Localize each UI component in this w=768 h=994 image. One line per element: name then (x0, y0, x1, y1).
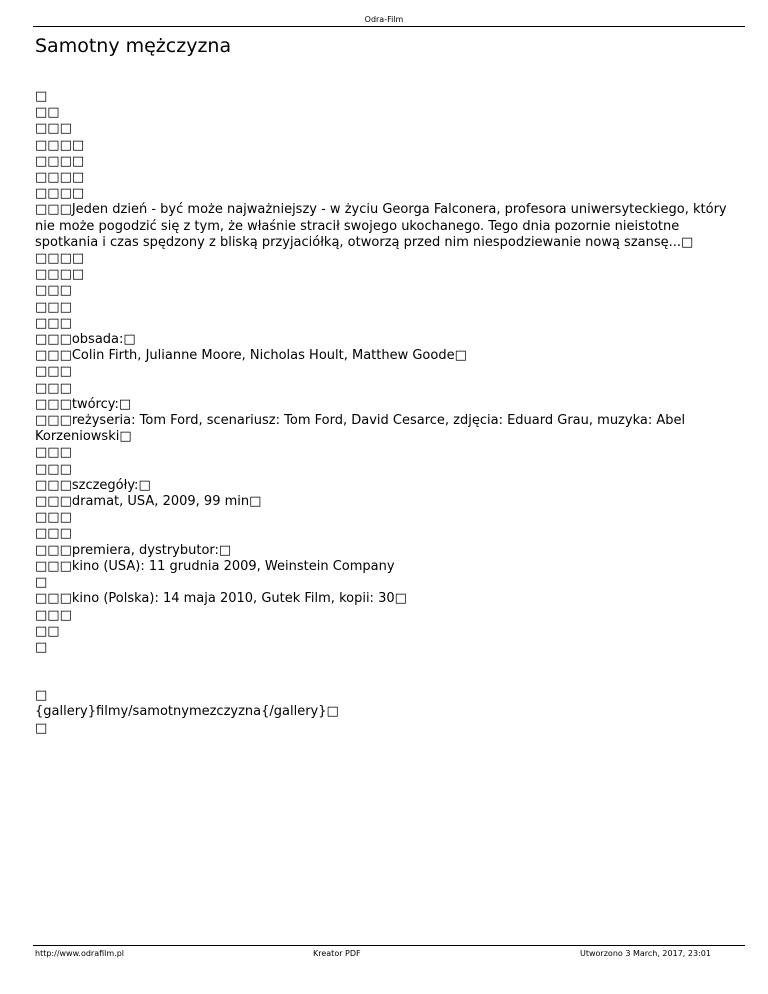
content-line: □□□ (35, 299, 72, 315)
premiere-usa: □□□kino (USA): 11 grudnia 2009, Weinstein Company (35, 558, 395, 574)
crew-heading: □□□twórcy:□ (35, 396, 132, 412)
page-title: Samotny mężczyzna (35, 35, 232, 57)
content-line: □□□ (35, 607, 72, 623)
article-content (35, 89, 735, 737)
cast-list: □□□Colin Firth, Julianne Moore, Nicholas Hoult, Matthew Goode□ (35, 348, 467, 364)
content-line: □□□ (35, 364, 72, 380)
content-line: □ (35, 89, 48, 104)
content-line: □□□□ (35, 251, 85, 267)
content-line: □□□ (35, 315, 72, 331)
content-line: □ (35, 639, 48, 655)
site-header-title: Odra-Film (364, 15, 404, 24)
spacer (35, 656, 735, 688)
footer-created-date: Utworzono 3 March, 2017, 23:01 (580, 949, 711, 958)
content-line: □□□□ (35, 267, 85, 283)
content-line: □□ (35, 623, 60, 639)
gallery-placeholder: {gallery}filmy/samotnymezczyzna{/gallery}□ (35, 704, 339, 720)
content-line: □□□ (35, 121, 72, 137)
premiere-heading: □□□premiera, dystrybutor:□ (35, 542, 232, 558)
synopsis-paragraph: □□□Jeden dzień - być może najważniejszy - w życiu Georga Falconera, profesora uniwersyteckiego, który nie może pogodzić się z tym, że właśnie stracił swojego ukochanego. Tego dnia pozornie nieistotne spotkania i czas spędzony z bliską przyjaciółką, otworzą przed nim niespodziewanie nową szansę...□ (35, 202, 731, 250)
content-line: □□□ (35, 510, 72, 526)
content-line: □□ (35, 105, 60, 121)
content-line: □□□ (35, 445, 72, 461)
content-line: □ (35, 688, 48, 704)
content-line: □□□□ (35, 137, 85, 153)
footer-url: http://www.odrafilm.pl (35, 949, 125, 958)
footer-generator: Kreator PDF (313, 949, 361, 958)
content-line: □□□□ (35, 153, 85, 169)
content-line: □□□ (35, 283, 72, 299)
content-line: □□□□ (35, 186, 85, 202)
content-line: □ (35, 720, 48, 736)
content-line: □ (35, 575, 48, 591)
details-heading: □□□szczegóły:□ (35, 477, 151, 493)
content-line: □□□□ (35, 170, 85, 186)
footer-divider (33, 945, 745, 946)
cast-heading: □□□obsada:□ (35, 332, 136, 348)
crew-list: □□□reżyseria: Tom Ford, scenariusz: Tom Ford, David Cesarce, zdjęcia: Eduard Grau, muzyka: Abel Korzeniowski□ (35, 413, 690, 445)
content-line: □□□ (35, 461, 72, 477)
content-line: □□□ (35, 380, 72, 396)
header-divider (33, 26, 745, 27)
premiere-poland: □□□kino (Polska): 14 maja 2010, Gutek Film, kopii: 30□ (35, 591, 407, 607)
details-text: □□□dramat, USA, 2009, 99 min□ (35, 494, 262, 510)
content-line: □□□ (35, 526, 72, 542)
